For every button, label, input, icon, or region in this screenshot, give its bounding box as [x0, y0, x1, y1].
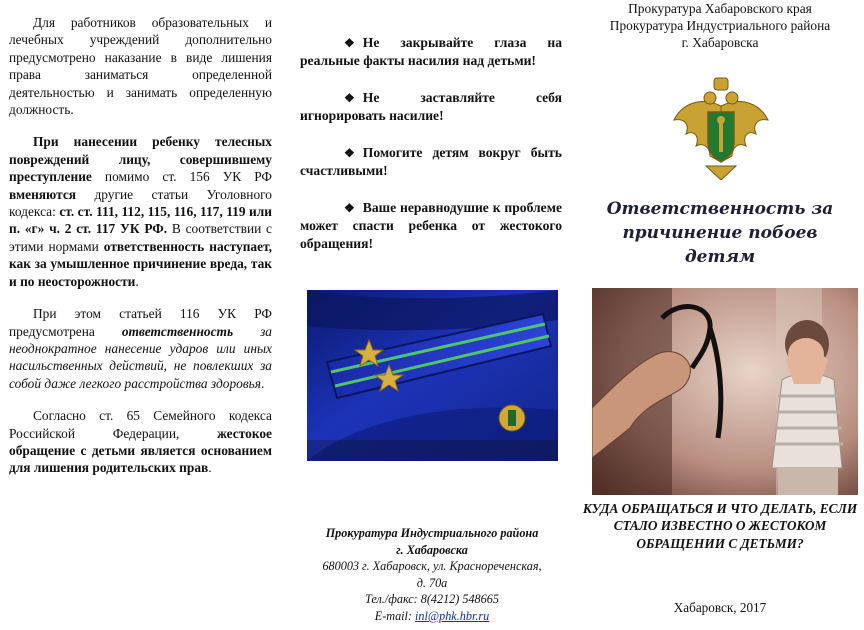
- header-district-prosecutor: Прокуратура Индустриального района: [609, 18, 831, 33]
- diamond-bullet-icon: ❖: [344, 201, 355, 215]
- diamond-bullet-icon: ❖: [344, 36, 355, 50]
- appeal-item: ❖ Помогите детям вокруг быть счастливыми!: [300, 145, 562, 178]
- left-column: [0, 0, 288, 630]
- contact-organization: Прокуратура Индустриального района г. Хабаровска: [325, 526, 539, 557]
- paragraph-additional-punishment: Для работников образовательных и лечебных учреждений дополнительно предусмотрено наказание в виде лишения права заниматься определенной деятельностью и занимать определенную должность.: [9, 15, 272, 118]
- diamond-bullet-icon: ❖: [344, 91, 355, 105]
- paragraph-family-code: Согласно ст. 65 Семейного кодекса Российской Федерации, жестокое обращение с детьми является основанием для лишения родительских прав.: [9, 408, 272, 476]
- contact-details: [298, 558, 566, 624]
- email-link[interactable]: inl@phk.hbr.ru: [415, 608, 490, 623]
- right-column: [576, 0, 864, 630]
- appeal-item: ❖ Не закрывайте глаза на реальные факты насилия над детьми!: [300, 35, 562, 68]
- child-abuse-photo: [592, 288, 858, 495]
- address-line: 680003 г. Хабаровск, ул. Краснореченская,: [322, 559, 542, 573]
- prosecutor-uniform-photo: [307, 290, 558, 461]
- paragraph-injuries: При нанесении ребенку телесных повреждений лицу, совершившему преступление помимо ст. 156 УК РФ вменяются другие статьи Уголовного кодекса: ст. ст. 111, 112, 115, 116, 117, 119 или п. «г» ч. 2 ст. 117 УК РФ. В соответствии с этими нормами ответственность наступает, как за умышленное причинение вреда, так и по неосторожности.: [9, 134, 272, 289]
- paragraph-article-116: При этом статьей 116 УК РФ предусмотрена ответственность за неоднократное нанесение ударов или иных насильственных действий, не повлекших за собой даже легкого расстройства здоровья.: [9, 306, 272, 391]
- appeal-item: ❖ Не заставляйте себя игнорировать насилие!: [300, 90, 562, 123]
- phone-fax: Тел./факс: 8(4212) 548665: [365, 592, 499, 607]
- city-year: Хабаровск, 2017: [673, 600, 767, 615]
- prosecutor-emblem-icon: [670, 76, 772, 180]
- appeal-list: [300, 34, 562, 272]
- header-regional-prosecutor: Прокуратура Хабаровского края: [628, 1, 812, 16]
- address-building: д. 70а: [416, 575, 448, 590]
- help-question-heading: КУДА ОБРАЩАТЬСЯ И ЧТО ДЕЛАТЬ, ЕСЛИ СТАЛО ИЗВЕСТНО О ЖЕСТОКОМ ОБРАЩЕНИИ С ДЕТЬМИ?: [582, 501, 858, 551]
- diamond-bullet-icon: ❖: [344, 146, 355, 160]
- email-line: E-mail: inl@phk.hbr.ru: [374, 608, 490, 623]
- brochure-title: Ответственность за причинение побоев детям: [606, 199, 834, 267]
- appeal-item: ❖ Ваше неравнодушие к проблеме может спасти ребенка от жестокого обращения!: [300, 200, 562, 251]
- header-city: г. Хабаровска: [681, 35, 759, 50]
- middle-column: [288, 0, 576, 630]
